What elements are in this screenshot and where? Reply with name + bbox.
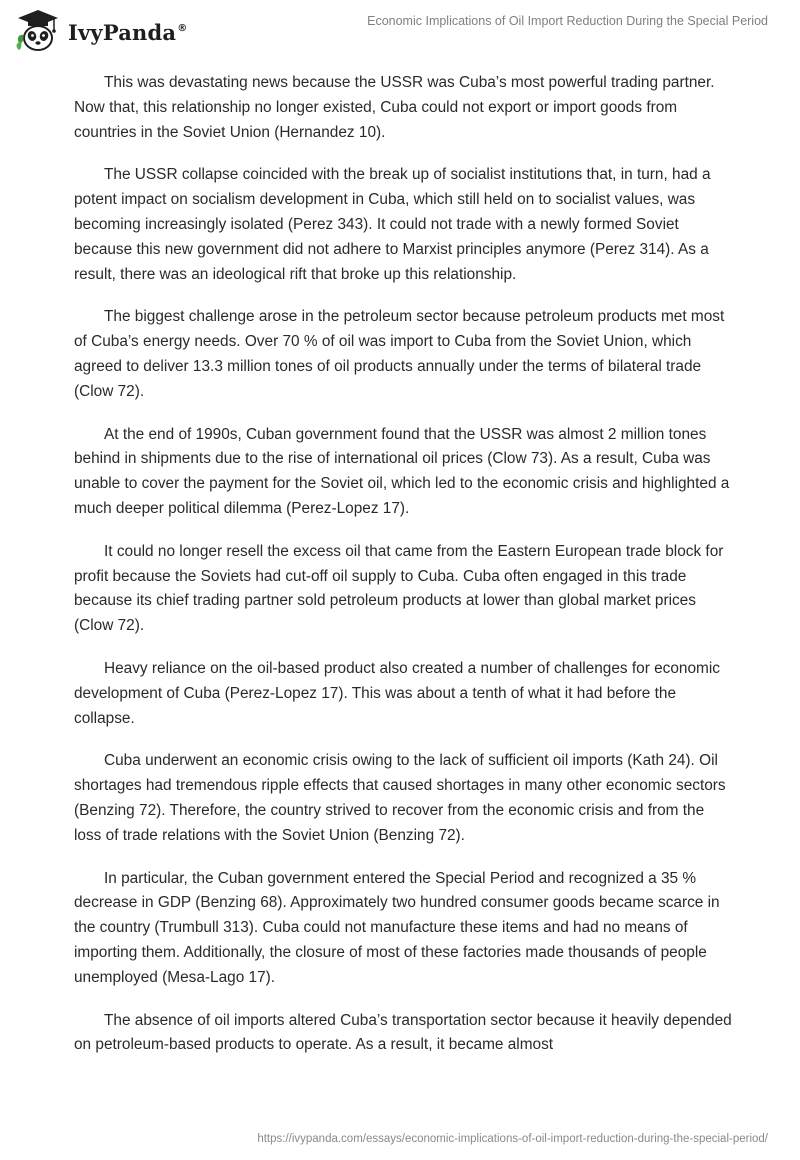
paragraph: The absence of oil imports altered Cuba’s transportation sector because it heavily depended on petroleum-based products to operate. As a result, it became almost [74, 1011, 732, 1054]
source-url-link[interactable]: https://ivypanda.com/essays/economic-implications-of-oil-import-reduction-during-the-special-period/ [257, 1133, 768, 1145]
paragraph: It could no longer resell the excess oil that came from the Eastern European trade block for profit because the Soviets had cut-off oil supply to Cuba. Cuba often engaged in this trade because its chief trading partner sold petroleum products at lower than global market prices (Clow 72). [74, 542, 724, 635]
paragraph: At the end of 1990s, Cuban government found that the USSR was almost 2 million tones behind in shipments due to the rise of international oil prices (Clow 73). As a result, Cuba was unable to cover the payment for the Soviet oil, which led to the economic crisis and highlighted a much deeper political dilemma (Perez-Lopez 17). [74, 425, 730, 517]
page-header [0, 0, 800, 64]
document-title: Economic Implications of Oil Import Reduction During the Special Period [367, 14, 768, 28]
essay-body [74, 71, 734, 1076]
paragraph: The USSR collapse coincided with the break up of socialist institutions that, in turn, had a potent impact on socialism development in Cuba, which still held on to socialist values, was becoming increasingly isolated (Perez 343). It could not trade with a newly formed Soviet because this new government did not adhere to Marxist principles anymore (Perez 314). As a result, there was an ideological rift that broke up this relationship. [74, 166, 711, 283]
paragraph: Heavy reliance on the oil-based product also created a number of challenges for economic development of Cuba (Perez-Lopez 17). This was about a tenth of what it had before the collapse. [74, 659, 720, 727]
logo-text [68, 20, 187, 45]
panda-graduate-icon [14, 8, 62, 54]
paragraph: The biggest challenge arose in the petroleum sector because petroleum products met most of Cuba’s energy needs. Over 70 % of oil was import to Cuba from the Soviet Union, which agreed to deliver 13.3 million tones of oil products annually under the terms of bilateral trade (Clow 72). [74, 308, 725, 400]
registered-mark: ® [177, 22, 188, 34]
paragraph: This was devastating news because the USSR was Cuba’s most powerful trading partner. Now that, this relationship no longer existed, Cuba could not export or import goods from countries in the Soviet Union (Hernandez 10). [74, 74, 715, 141]
paragraph: Cuba underwent an economic crisis owing to the lack of sufficient oil imports (Kath 24). Oil shortages had tremendous ripple effects that caused shortages in many other economic sectors (Benzing 72). Therefore, the country strived to recover from the economic crisis and from the loss of trade relations with the Soviet Union (Benzing 72). [74, 752, 726, 844]
ivypanda-logo[interactable] [14, 8, 187, 54]
paragraph: In particular, the Cuban government entered the Special Period and recognized a 35 % decrease in GDP (Benzing 68). Approximately two hundred consumer goods became scarce in the country (Trumbull 313). Cuba could not manufacture these items and had no means of importing them. Additionally, the closure of most of these factories made thousands of people unemployed (Mesa-Lago 17). [74, 869, 720, 986]
logo-wordmark: IvyPanda [68, 19, 177, 45]
